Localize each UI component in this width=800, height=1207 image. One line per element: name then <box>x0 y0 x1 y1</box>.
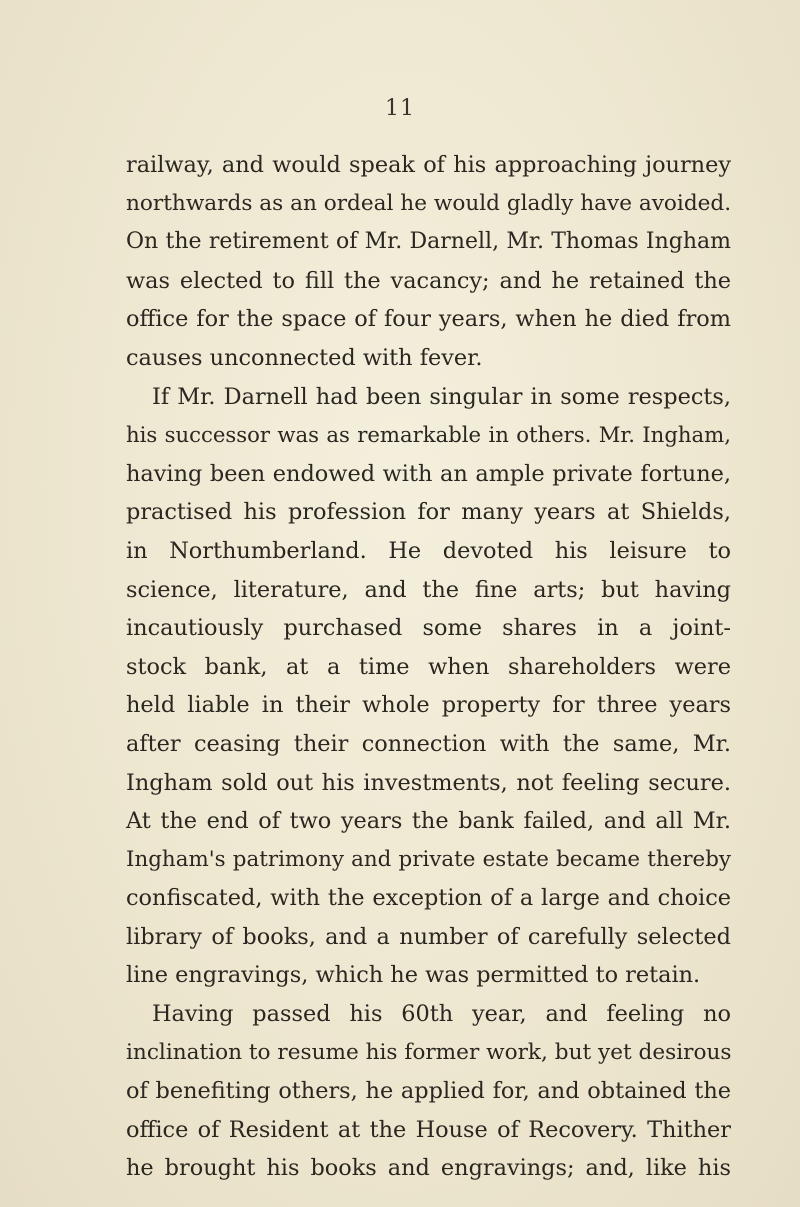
text-line: confiscated, with the exception of a large and choice <box>126 885 731 912</box>
text-line: northwards as an ordeal he would gladly have avoided. <box>126 190 732 216</box>
text-line: inclination to resume his former work, but yet desirous <box>126 1039 732 1065</box>
text-line: At the end of two years the bank failed, and all Mr. <box>126 808 731 835</box>
text-line: was elected to fill the vacancy; and he retained the <box>126 267 731 294</box>
body-text <box>126 146 731 1188</box>
text-line: Ingham's patrimony and private estate became thereby <box>126 846 731 872</box>
text-line: railway, and would speak of his approaching journey <box>126 152 731 178</box>
text-line: science, literature, and the fine arts; but having <box>126 576 731 603</box>
text-line: incautiously purchased some shares in a joint- <box>126 615 731 642</box>
text-line: On the retirement of Mr. Darnell, Mr. Thomas Ingham <box>126 229 731 255</box>
text-line: Having passed his 60th year, and feeling no <box>152 1001 731 1028</box>
text-line: practised his profession for many years at Shields, <box>126 499 731 526</box>
text-line: Ingham sold out his investments, not feeling secure. <box>126 769 731 796</box>
text-line: in Northumberland. He devoted his leisure to <box>126 537 731 564</box>
text-line: he brought his books and engravings; and, like his <box>126 1155 731 1182</box>
text-line: line engravings, which he was permitted to retain. <box>126 962 701 989</box>
text-line: stock bank, at a time when shareholders were <box>126 653 731 680</box>
text-line: having been endowed with an ample private fortune, <box>126 460 731 487</box>
text-line: office for the space of four years, when he died from <box>126 306 731 333</box>
text-line: If Mr. Darnell had been singular in some respects, <box>152 383 731 410</box>
text-line: held liable in their whole property for three years <box>126 692 731 719</box>
page-number: 11 <box>385 96 415 121</box>
text-line: office of Resident at the House of Recovery. Thither <box>126 1116 731 1143</box>
text-line: causes unconnected with fever. <box>126 344 483 371</box>
text-line: of benefiting others, he applied for, and obtained the <box>126 1078 731 1105</box>
text-line: after ceasing their connection with the same, Mr. <box>126 730 731 757</box>
text-line: his successor was as remarkable in others. Mr. Ingham, <box>126 422 731 448</box>
text-line: library of books, and a number of carefully selected <box>126 923 731 950</box>
